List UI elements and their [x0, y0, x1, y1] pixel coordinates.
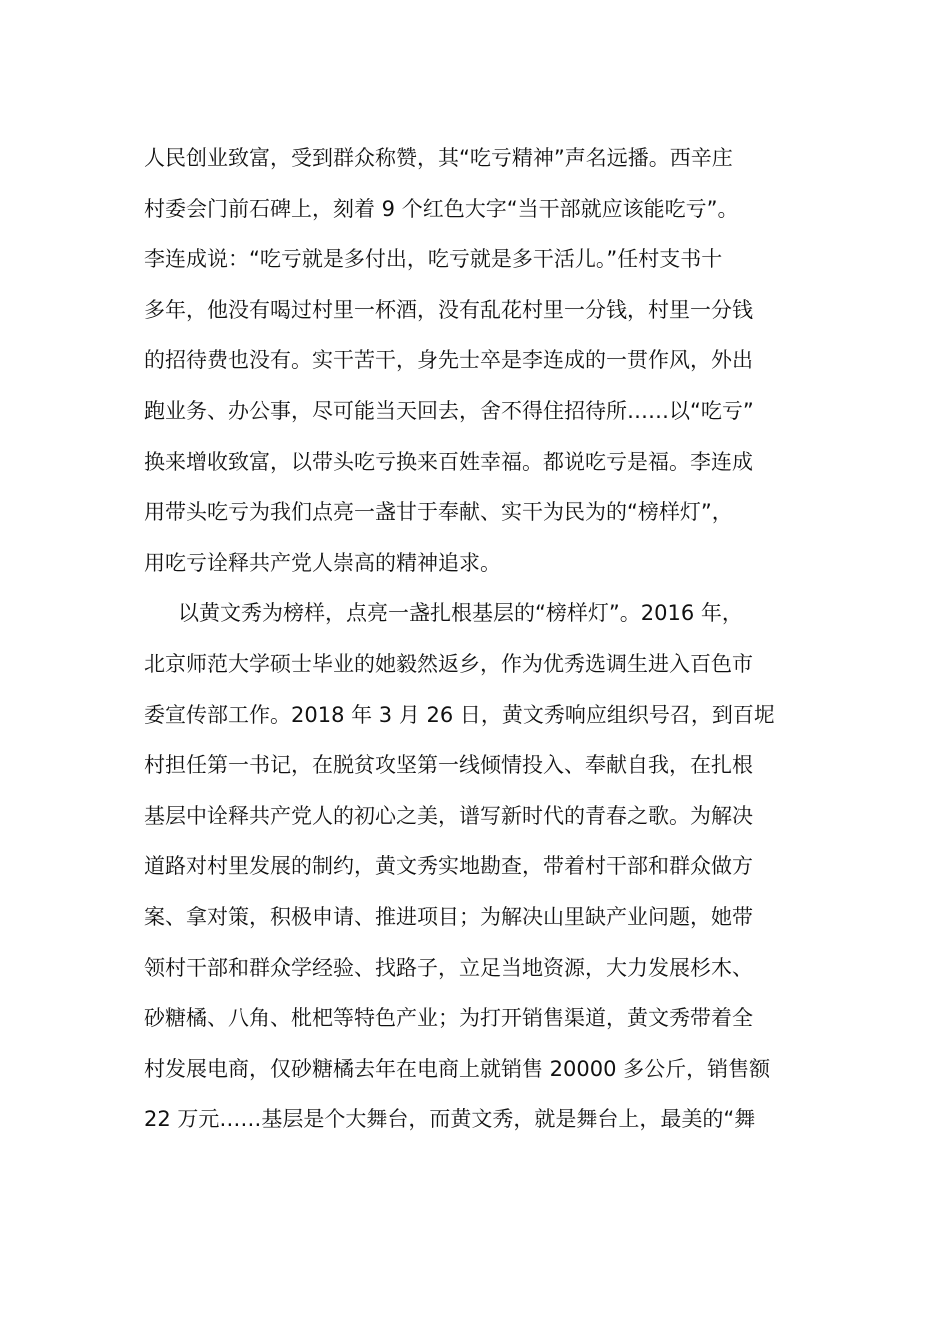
paragraph-li-liancheng [144, 133, 806, 588]
text-line: 村担任第一书记，在脱贫攻坚第一线倾情投入、奉献自我，在扎根 [144, 753, 753, 778]
body-text [144, 133, 806, 1145]
text-line: 跑业务、办公事，尽可能当天回去，舍不得住招待所……以“吃亏” [144, 398, 754, 423]
text-line: 的招待费也没有。实干苦干，身先士卒是李连成的一贯作风，外出 [144, 348, 753, 373]
text-line: 李连成说：“吃亏就是多付出，吃亏就是多干活儿。”任村支书十 [144, 247, 723, 272]
text-line: 基层中诠释共产党人的初心之美，谱写新时代的青春之歌。为解决 [144, 803, 753, 828]
text-line: 22 万元……基层是个大舞台，而黄文秀，就是舞台上，最美的“舞 [144, 1107, 756, 1132]
text-line: 领村干部和群众学经验、找路子，立足当地资源，大力发展杉木、 [144, 955, 753, 980]
text-line: 砂糖橘、八角、枇杷等特色产业；为打开销售渠道，黄文秀带着全 [144, 1006, 753, 1031]
text-line: 村委会门前石碑上，刻着 9 个红色大字“当干部就应该能吃亏”。 [144, 196, 739, 221]
text-line: 用吃亏诠释共产党人崇高的精神追求。 [144, 550, 501, 575]
text-line: 委宣传部工作。2018 年 3 月 26 日，黄文秀响应组织号召，到百坭 [144, 702, 775, 727]
paragraph-huang-wenxiu [144, 588, 806, 1145]
text-line: 换来增收致富，以带头吃亏换来百姓幸福。都说吃亏是福。李连成 [144, 449, 753, 474]
text-line: 道路对村里发展的制约，黄文秀实地勘查，带着村干部和群众做方 [144, 854, 753, 879]
text-line: 用带头吃亏为我们点亮一盏甘于奉献、实干为民为的“榜样灯”， [144, 500, 733, 525]
text-line: 北京师范大学硕士毕业的她毅然返乡，作为优秀选调生进入百色市 [144, 651, 753, 676]
text-line: 多年，他没有喝过村里一杯酒，没有乱花村里一分钱，村里一分钱 [144, 297, 753, 322]
text-line: 村发展电商，仅砂糖橘去年在电商上就销售 20000 多公斤，销售额 [144, 1056, 771, 1081]
text-line-first: 以黄文秀为榜样，点亮一盏扎根基层的“榜样灯”。2016 年， [178, 601, 743, 626]
text-line: 人民创业致富，受到群众称赞，其“吃亏精神”声名远播。西辛庄 [144, 146, 733, 170]
text-line: 案、拿对策，积极申请、推进项目；为解决山里缺产业问题，她带 [144, 904, 753, 929]
